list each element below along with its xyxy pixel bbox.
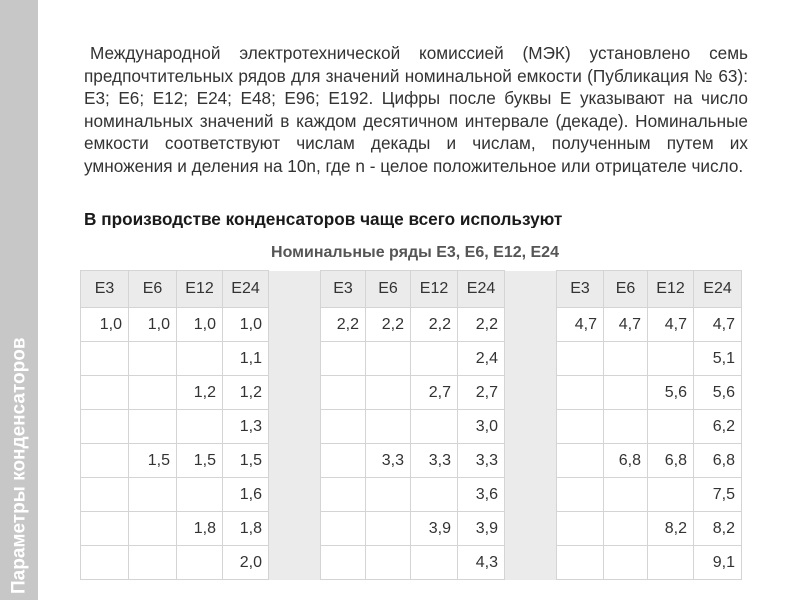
- table-cell: [557, 444, 604, 478]
- group-separator: [269, 342, 321, 376]
- table-cell: [81, 478, 129, 512]
- group-separator: [269, 478, 321, 512]
- group-separator: [269, 308, 321, 342]
- nominal-series-table: [80, 270, 742, 580]
- table-cell: [81, 546, 129, 580]
- table-cell: 9,1: [694, 546, 742, 580]
- table-cell: 2,7: [458, 376, 505, 410]
- column-header: Е24: [694, 271, 742, 308]
- table-cell: 1,8: [223, 512, 269, 546]
- table-row: [81, 512, 742, 546]
- table-cell: 4,7: [557, 308, 604, 342]
- table-row: [81, 546, 742, 580]
- table-cell: [648, 410, 694, 444]
- table-cell: [321, 512, 366, 546]
- intro-paragraph: Международной электротехнической комиссией (МЭК) установлено семь предпочтительных рядов для значений номинальной емкости (Публикация № 63): Е3; Е6; Е12; Е24; Е48; Е96; Е192. Цифры после буквы Е указывают на число номинальных значений в каждом десятичном интервале (декаде). Номинальные емкости соответствуют числам декады и числам, полученным путем их умножения и деления на 10n, где n - целое положительное или отрицателе число.: [84, 43, 748, 176]
- table-cell: 1,5: [129, 444, 177, 478]
- nominal-series-table-wrap: [80, 270, 742, 580]
- group-separator: [505, 478, 557, 512]
- table-cell: 6,2: [694, 410, 742, 444]
- table-cell: [366, 512, 411, 546]
- table-cell: [604, 410, 648, 444]
- table-cell: [366, 376, 411, 410]
- table-cell: 6,8: [648, 444, 694, 478]
- table-cell: 6,8: [694, 444, 742, 478]
- table-row: [81, 478, 742, 512]
- table-cell: 2,7: [411, 376, 458, 410]
- sidebar-title: Параметры конденсаторов: [8, 337, 30, 594]
- table-cell: [321, 444, 366, 478]
- table-caption: Номинальные ряды Е3, Е6, Е12, Е24: [271, 244, 559, 261]
- column-header: Е3: [81, 271, 129, 308]
- column-header: Е6: [366, 271, 411, 308]
- table-cell: [81, 342, 129, 376]
- column-header: Е12: [177, 271, 223, 308]
- column-header: Е24: [223, 271, 269, 308]
- table-cell: 2,2: [321, 308, 366, 342]
- table-cell: [129, 512, 177, 546]
- table-cell: 3,3: [411, 444, 458, 478]
- table-cell: [648, 342, 694, 376]
- table-cell: 1,8: [177, 512, 223, 546]
- table-cell: [177, 342, 223, 376]
- column-header: Е6: [604, 271, 648, 308]
- table-cell: [321, 410, 366, 444]
- table-cell: [411, 410, 458, 444]
- table-cell: 2,2: [411, 308, 458, 342]
- table-cell: 4,3: [458, 546, 505, 580]
- table-cell: 4,7: [604, 308, 648, 342]
- table-cell: [366, 342, 411, 376]
- table-cell: 6,8: [604, 444, 648, 478]
- group-separator: [505, 342, 557, 376]
- table-cell: 1,6: [223, 478, 269, 512]
- table-cell: [648, 478, 694, 512]
- table-row: [81, 342, 742, 376]
- table-cell: 5,1: [694, 342, 742, 376]
- table-cell: [321, 478, 366, 512]
- header-row: [81, 271, 742, 308]
- table-row: [81, 376, 742, 410]
- table-cell: 7,5: [694, 478, 742, 512]
- group-separator: [505, 546, 557, 580]
- table-cell: [81, 512, 129, 546]
- group-separator: [269, 512, 321, 546]
- table-cell: [604, 546, 648, 580]
- column-header: Е3: [321, 271, 366, 308]
- table-cell: 2,2: [458, 308, 505, 342]
- column-header: Е24: [458, 271, 505, 308]
- table-cell: [129, 342, 177, 376]
- table-cell: [411, 478, 458, 512]
- group-separator: [269, 376, 321, 410]
- table-cell: 1,2: [223, 376, 269, 410]
- table-cell: [129, 478, 177, 512]
- group-separator: [505, 512, 557, 546]
- table-cell: [557, 342, 604, 376]
- table-cell: 1,0: [177, 308, 223, 342]
- table-cell: 5,6: [648, 376, 694, 410]
- table-cell: 2,4: [458, 342, 505, 376]
- table-cell: 1,3: [223, 410, 269, 444]
- table-cell: [81, 410, 129, 444]
- table-cell: 1,0: [81, 308, 129, 342]
- table-cell: [321, 546, 366, 580]
- group-separator: [269, 546, 321, 580]
- table-cell: 1,1: [223, 342, 269, 376]
- column-header: Е12: [648, 271, 694, 308]
- table-cell: 1,0: [223, 308, 269, 342]
- group-separator: [505, 271, 557, 308]
- table-cell: [177, 410, 223, 444]
- table-cell: [557, 546, 604, 580]
- table-cell: [366, 546, 411, 580]
- table-cell: 2,2: [366, 308, 411, 342]
- cut-off-sentence: В производстве конденсаторов чаще всего используют: [84, 210, 563, 228]
- table-cell: 3,9: [458, 512, 505, 546]
- group-separator: [505, 410, 557, 444]
- table-cell: [604, 478, 648, 512]
- group-separator: [505, 444, 557, 478]
- table-cell: 3,3: [366, 444, 411, 478]
- table-row: [81, 444, 742, 478]
- table-cell: [321, 342, 366, 376]
- table-cell: [81, 376, 129, 410]
- group-separator: [505, 376, 557, 410]
- table-cell: [604, 512, 648, 546]
- table-row: [81, 410, 742, 444]
- group-separator: [269, 410, 321, 444]
- table-row: [81, 308, 742, 342]
- column-header: Е12: [411, 271, 458, 308]
- table-cell: [557, 512, 604, 546]
- group-separator: [269, 444, 321, 478]
- table-cell: 4,7: [694, 308, 742, 342]
- table-cell: 5,6: [694, 376, 742, 410]
- table-cell: [366, 410, 411, 444]
- column-header: Е6: [129, 271, 177, 308]
- table-cell: [557, 410, 604, 444]
- table-cell: [177, 546, 223, 580]
- table-cell: 1,0: [129, 308, 177, 342]
- table-cell: [321, 376, 366, 410]
- table-cell: 8,2: [694, 512, 742, 546]
- table-cell: [411, 342, 458, 376]
- sidebar: [0, 0, 38, 600]
- table-cell: [129, 546, 177, 580]
- table-cell: 4,7: [648, 308, 694, 342]
- table-cell: 3,9: [411, 512, 458, 546]
- table-cell: 3,3: [458, 444, 505, 478]
- group-separator: [505, 308, 557, 342]
- table-cell: 8,2: [648, 512, 694, 546]
- table-cell: [557, 478, 604, 512]
- column-header: Е3: [557, 271, 604, 308]
- table-cell: 3,0: [458, 410, 505, 444]
- table-body: [81, 308, 742, 580]
- table-cell: 2,0: [223, 546, 269, 580]
- table-cell: [411, 546, 458, 580]
- table-cell: 1,5: [223, 444, 269, 478]
- table-cell: 1,5: [177, 444, 223, 478]
- table-cell: [557, 376, 604, 410]
- table-cell: [366, 478, 411, 512]
- table-cell: 1,2: [177, 376, 223, 410]
- group-separator: [269, 271, 321, 308]
- table-cell: [177, 478, 223, 512]
- table-cell: [648, 546, 694, 580]
- table-cell: [129, 376, 177, 410]
- table-cell: 3,6: [458, 478, 505, 512]
- table-cell: [81, 444, 129, 478]
- table-cell: [604, 376, 648, 410]
- table-cell: [129, 410, 177, 444]
- table-cell: [604, 342, 648, 376]
